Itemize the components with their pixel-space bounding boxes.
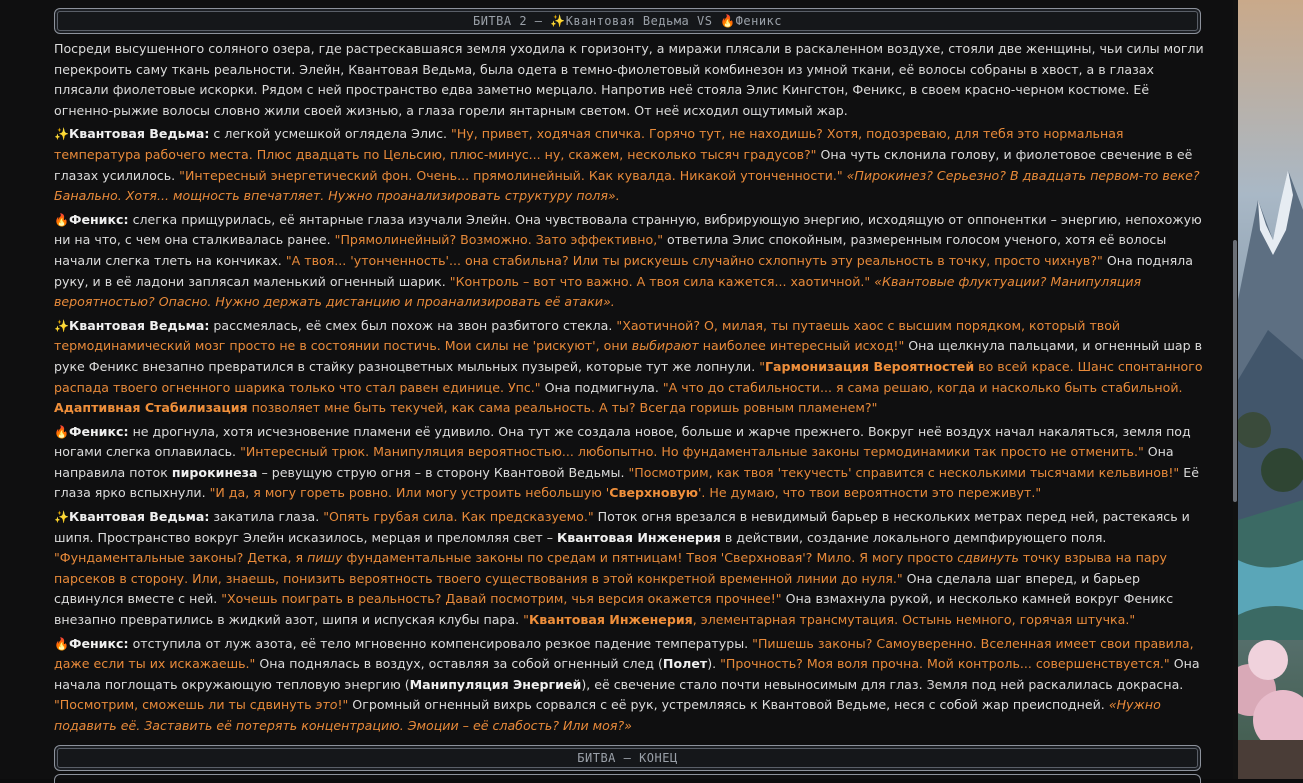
- story-paragraph-1: [54, 124, 1204, 206]
- narration: отступила от луж азота, её тело мгновенно компенсировало резкое падение температуры.: [128, 635, 753, 651]
- speaker-name: Феникс:: [68, 635, 129, 651]
- narration: Она взмахнула рукой, и несколько камней вокруг Феникс внезапно превратились в жидкий азот, шипя и испуская клубы пара.: [54, 591, 1174, 628]
- sparkles-icon: ✨: [54, 318, 69, 333]
- battle-header-right-name: Феникс: [735, 14, 782, 28]
- ability-name: пирокинеза: [171, 464, 258, 480]
- inner-thought: «Нужно подавить её. Заставить её потерять концентрацию. Эмоции – её слабость? Или моя?»: [54, 697, 1161, 733]
- dialogue-quote: [54, 697, 348, 712]
- quote-part: !": [337, 697, 349, 713]
- sparkles-icon: ✨: [54, 510, 69, 525]
- fire-icon: 🔥: [54, 424, 69, 439]
- fire-icon: 🔥: [54, 636, 69, 651]
- dialogue-quote: "Ну, привет, ходячая спичка. Горячо тут, не находишь? Хотя, подозреваю, для тебя это нормальная температура рабочего места. Плюс двадцать по Цельсию, плюс-минус... ну, скажем, несколько тысяч градусов?": [54, 126, 1124, 162]
- battle-header-prefix: БИТВА 2 –: [472, 14, 551, 28]
- quote-part: позволяет мне быть текучей, как сама реальность. А ты? Всегда горишь ровным пламенем?": [247, 400, 878, 416]
- quote-part: "А что до стабильности... я сама решаю, когда и насколько быть стабильной.: [662, 379, 1183, 395]
- quote-emphasis: сдвинуть: [957, 550, 1019, 566]
- narration: с легкой усмешкой оглядела Элис.: [209, 126, 452, 142]
- narration: в действии, создание локального демпфирующего поля.: [720, 529, 1107, 545]
- scrollbar-thumb[interactable]: [1233, 240, 1237, 502]
- narration: Она чуть склонила голову, и фиолетовое свечение в её глазах усилилось.: [54, 146, 1193, 183]
- quote-part: ": [759, 358, 766, 374]
- story-intro: Посреди высушенного соляного озера, где растрескавшаяся земля уходила к горизонту, а миражи плясали в раскаленном воздухе, стояли две женщины, чьи силы могли перекроить саму ткань реальности. Элейн, Квантовая Ведьма, была одета в темно-фиолетовый комбинезон из умной ткани, её волосы собраны в хвост, а в глазах плясали фиолетовые искорки. Рядом с ней пространство едва заметно мерцало. Напротив неё стояла Элис Кингстон, Феникс, в своем красно-черном костюме. Её огненно-рыжие волосы словно жили своей жизнью, а глаза горели янтарным светом. От неё исходил ощутимый жар.: [54, 41, 1204, 118]
- narration: Огромный огненный вихрь сорвался с её рук, устремляясь к Квантовой Ведьме, неся с собой жар преисподней.: [348, 697, 1109, 713]
- quote-part: "Хаотичной? О, милая, ты путаешь хаос с высшим порядком, который твой термодинамический мозг просто не в состоянии постичь. Мои силы не 'рискуют', они: [54, 317, 1121, 354]
- background-landscape-image: [1238, 0, 1303, 779]
- quote-part: , элементарная трансмутация. Остынь немного, горячая штучка.": [692, 612, 1136, 628]
- dialogue-quote: [210, 485, 1042, 500]
- story-text: [54, 39, 1204, 740]
- narration: Её глаза ярко вспыхнули.: [54, 464, 1199, 501]
- narration: Она подняла руку, и в её ладони заплясал маленький огненный шарик.: [54, 252, 1193, 289]
- ability-name: Манипуляция Энергией: [409, 676, 582, 692]
- narration: – ревущую струю огня – в сторону Квантовой Ведьмы.: [257, 464, 629, 480]
- story-paragraph-5: [54, 507, 1204, 631]
- quote-part: точку взрыва на пару парсеков в сторону. Или, знаешь, понизить вероятность твоего существования в этой конкретной временной линии до нуля.": [54, 550, 1167, 586]
- narration: слегка прищурилась, её янтарные глаза изучали Элейн. Она чувствовала странную, вибрирующую энергию, исходящую от оппонентки – энергию, непохожую ни на что, с чем она сталкивалась ранее.: [54, 211, 1202, 248]
- story-paragraph-4: [54, 422, 1204, 504]
- speaker-name: Квантовая Ведьма:: [68, 126, 210, 142]
- ability-name: Гармонизация Вероятностей: [765, 358, 975, 374]
- battle-header-left-name: Квантовая Ведьма: [565, 14, 690, 28]
- ability-name: Полет: [662, 656, 708, 672]
- narration: Она подмигнула.: [540, 379, 663, 395]
- narration: ).: [707, 656, 721, 672]
- dialogue-quote: [523, 612, 1135, 627]
- dialogue-quote: "Хочешь поиграть в реальность? Давай посмотрим, чья версия окажется прочнее!": [221, 591, 782, 607]
- narration: Она направила поток: [54, 444, 1174, 480]
- speaker-name: Квантовая Ведьма:: [68, 509, 210, 525]
- quote-part: '. Не думаю, что твои вероятности это переживут.": [697, 485, 1042, 501]
- narration: Поток огня врезался в невидимый барьер в нескольких метрах перед ней, растекаясь и шипя. Пространство вокруг Элейн исказилось, мерцая и преломляя свет –: [54, 509, 1190, 545]
- quote-emphasis: выбирают: [631, 338, 699, 354]
- story-paragraph-6: [54, 634, 1204, 737]
- quote-part: "И да, я могу гореть ровно. Или могу устроить небольшую ': [209, 485, 610, 501]
- speaker-name: Квантовая Ведьма:: [68, 317, 210, 333]
- dialogue-quote: "Прочность? Моя воля прочна. Мой контроль... совершенствуется.": [720, 656, 1170, 672]
- dialogue-quote: "А твоя... 'утонченность'... она стабильна? Или ты рискуешь случайно схлопнуть эту реальность в точку, просто чихнув?": [285, 252, 1103, 268]
- fire-icon: 🔥: [54, 212, 69, 227]
- narration: Она начала поглощать окружающую тепловую энергию (: [54, 656, 1200, 692]
- story-paragraph-3: [54, 316, 1204, 419]
- battle-header-banner: [54, 8, 1201, 34]
- speaker-name: Феникс:: [68, 211, 129, 227]
- dialogue-quote: "Интересный энергетический фон. Очень... прямолинейный. Как кувалда. Никакой утонченности.": [179, 167, 843, 183]
- narration: Она щелкнула пальцами, и огненный шар в руке Феникс внезапно превратился в стайку разноцветных мыльных пузырей, которые тут же лопнули.: [54, 338, 1203, 374]
- dialogue-quote: "Пишешь законы? Самоуверенно. Вселенная имеет свои правила, даже если ты их искажаешь.": [54, 635, 1194, 672]
- narration: Она поднялась в воздух, оставляя за собой огненный след (: [255, 656, 663, 672]
- dialogue-quote: "Посмотрим, как твоя 'текучесть' справится с несколькими тысячами кельвинов!": [628, 464, 1180, 480]
- ability-name: Квантовая Инженерия: [528, 612, 693, 628]
- sparkles-icon: ✨: [54, 127, 69, 142]
- narration: закатила глаза.: [209, 509, 324, 525]
- sparkles-icon: ✨: [550, 14, 566, 28]
- dialogue-quote: "Интересный трюк. Манипуляция вероятностью... любопытно. Но фундаментальные законы термодинамики так просто не отменить.": [240, 444, 1144, 460]
- narration: ), её свечение стало почти невыносимым для глаз. Земля под ней раскалилась докрасна.: [581, 676, 1184, 692]
- quote-part: ": [523, 612, 529, 628]
- quote-part: "Фундаментальные законы? Детка, я: [54, 550, 308, 566]
- ability-name: Сверхновую: [609, 485, 698, 501]
- quote-emphasis: пишу: [307, 550, 343, 566]
- dialogue-quote: "Прямолинейный? Возможно. Зато эффективно,": [334, 232, 664, 248]
- narration: ответила Элис спокойным, размеренным голосом ученого, хотя её волосы начали слегка тлеть на кончиках.: [54, 232, 1167, 268]
- quote-emphasis: это: [315, 697, 338, 713]
- fire-icon: 🔥: [720, 14, 736, 28]
- speaker-name: Феникс:: [68, 423, 129, 439]
- quote-part: фундаментальные законы по средам и пятницам! Твоя 'Сверхновая'? Мило. Я могу просто: [342, 550, 958, 566]
- quote-part: "Посмотрим, сможешь ли ты сдвинуть: [54, 697, 316, 713]
- dialogue-quote: "Опять грубая сила. Как предсказуемо.": [323, 509, 594, 525]
- narration: не дрогнула, хотя исчезновение пламени её удивило. Она тут же создала новое, больше и жарче прежнего. Вокруг неё воздух начал накаляться, земля под ногами слегка оплавилась.: [54, 423, 1191, 460]
- ability-name: Адаптивная Стабилизация: [54, 400, 248, 416]
- ability-name: Квантовая Инженерия: [557, 529, 721, 545]
- story-paragraph-2: [54, 210, 1204, 313]
- battle-header-vs: VS: [689, 14, 721, 28]
- narration: Она сделала шаг вперед, и барьер сдвинулся вместе с ней.: [54, 570, 1141, 607]
- inner-thought: «Квантовые флуктуации? Манипуляция вероятностью? Опасно. Нужно держать дистанцию и проанализировать её атаки».: [54, 273, 1142, 310]
- narration: рассмеялась, её смех был похож на звон разбитого стекла.: [209, 317, 617, 333]
- quote-part: наиболее интересный исход!": [698, 338, 905, 354]
- quote-part: во всей красе. Шанс спонтанного распада твоего огненного шарика только что стал равен единице. Упс.": [54, 358, 1203, 395]
- dialogue-quote: "Контроль – вот что важно. А твоя сила кажется... хаотичной.": [449, 273, 871, 289]
- battle-end-banner: [54, 745, 1201, 771]
- landscape-illustration: [1238, 0, 1303, 779]
- battle-end-label: БИТВА – КОНЕЦ: [577, 751, 678, 765]
- inner-thought: «Пирокинез? Серьезно? В двадцать первом-то веке? Банально. Хотя... мощность впечатляет. Нужно проанализировать структуру поля».: [54, 167, 1200, 204]
